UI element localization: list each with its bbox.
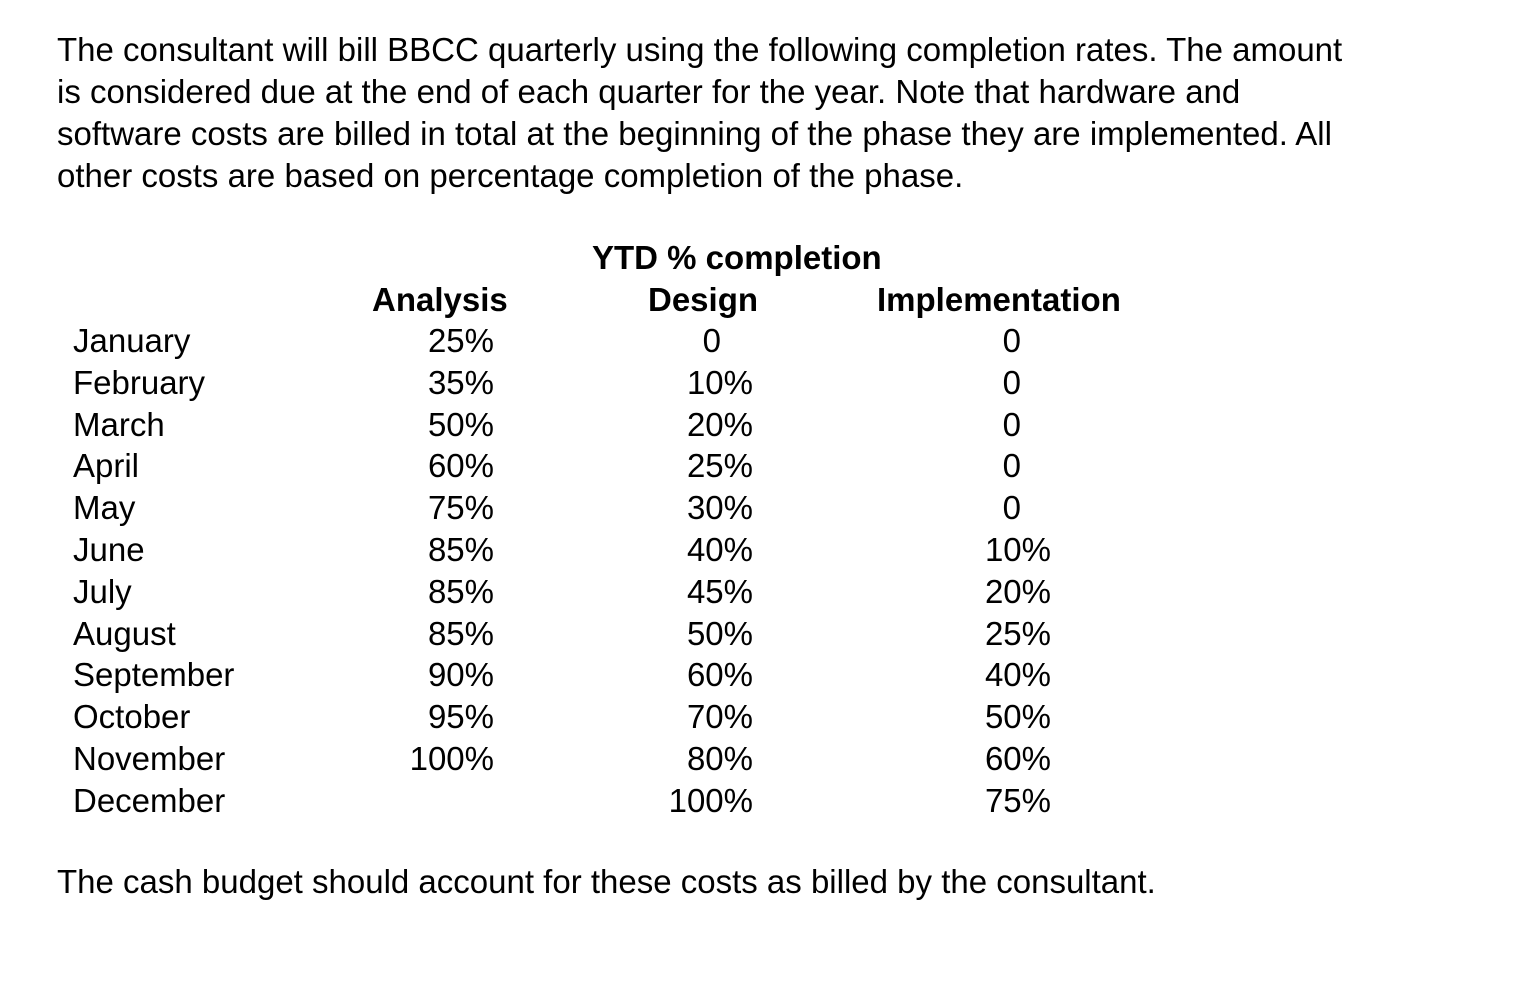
analysis-cell: 85% bbox=[427, 572, 494, 610]
table-title: YTD % completion bbox=[592, 239, 882, 276]
analysis-cell: 50% bbox=[427, 405, 494, 443]
table-row bbox=[0, 362, 1528, 404]
intro-line: software costs are billed in total at the beginning of the phase they are implemented. All bbox=[57, 115, 1332, 152]
analysis-cell: 60% bbox=[427, 447, 494, 485]
column-header-implementation: Implementation bbox=[877, 281, 1121, 318]
implementation-cell: 20% bbox=[984, 572, 1051, 610]
implementation-cell: 0 bbox=[1002, 405, 1021, 443]
month-cell: August bbox=[73, 614, 176, 652]
intro-paragraph bbox=[57, 29, 1497, 197]
month-cell: July bbox=[73, 572, 132, 610]
analysis-cell: 85% bbox=[427, 614, 494, 652]
month-cell: February bbox=[73, 363, 206, 401]
implementation-cell: 75% bbox=[984, 781, 1051, 819]
design-cell: 80% bbox=[686, 739, 753, 777]
month-cell: April bbox=[73, 447, 140, 485]
table-row bbox=[0, 404, 1528, 446]
month-cell: June bbox=[73, 530, 145, 568]
table-row bbox=[0, 487, 1528, 529]
implementation-cell: 40% bbox=[984, 656, 1051, 694]
table-row bbox=[0, 320, 1528, 362]
analysis-cell: 100% bbox=[409, 739, 494, 777]
analysis-cell: 75% bbox=[427, 489, 494, 527]
month-cell: March bbox=[73, 405, 165, 443]
design-cell: 45% bbox=[686, 572, 753, 610]
design-cell: 0 bbox=[702, 322, 721, 359]
table-row bbox=[0, 780, 1528, 822]
closing-note: The cash budget should account for these costs as billed by the consultant. bbox=[57, 863, 1156, 900]
table-row bbox=[0, 571, 1528, 613]
implementation-cell: 0 bbox=[1002, 447, 1021, 485]
design-cell: 50% bbox=[686, 614, 753, 652]
table-row bbox=[0, 529, 1528, 571]
completion-table bbox=[0, 320, 1528, 822]
table-row bbox=[0, 696, 1528, 738]
implementation-cell: 60% bbox=[984, 739, 1051, 777]
analysis-cell: 95% bbox=[427, 698, 494, 736]
table-row bbox=[0, 445, 1528, 487]
implementation-cell: 0 bbox=[1002, 363, 1021, 401]
design-cell: 30% bbox=[686, 489, 753, 527]
month-cell: January bbox=[73, 322, 191, 359]
implementation-cell: 0 bbox=[1002, 489, 1021, 527]
table-row bbox=[0, 613, 1528, 655]
intro-line: The consultant will bill BBCC quarterly using the following completion rates. The amount bbox=[57, 31, 1343, 68]
design-cell: 60% bbox=[686, 656, 753, 694]
design-cell: 100% bbox=[668, 781, 753, 819]
design-cell: 20% bbox=[686, 405, 753, 443]
intro-line: other costs are based on percentage completion of the phase. bbox=[57, 157, 964, 194]
analysis-cell: 85% bbox=[427, 530, 494, 568]
design-cell: 25% bbox=[686, 447, 753, 485]
table-row bbox=[0, 654, 1528, 696]
analysis-cell: 35% bbox=[427, 363, 494, 401]
implementation-cell: 0 bbox=[1002, 322, 1021, 359]
design-cell: 10% bbox=[686, 363, 753, 401]
design-cell: 40% bbox=[686, 530, 753, 568]
month-cell: October bbox=[73, 698, 191, 736]
analysis-cell: 90% bbox=[427, 656, 494, 694]
implementation-cell: 10% bbox=[984, 530, 1051, 568]
month-cell: December bbox=[73, 781, 226, 819]
month-cell: November bbox=[73, 739, 226, 777]
design-cell: 70% bbox=[686, 698, 753, 736]
table-row bbox=[0, 738, 1528, 780]
intro-line: is considered due at the end of each quarter for the year. Note that hardware and bbox=[57, 73, 1241, 110]
implementation-cell: 50% bbox=[984, 698, 1051, 736]
analysis-cell: 25% bbox=[427, 322, 494, 359]
column-header-design: Design bbox=[648, 281, 759, 318]
month-cell: May bbox=[73, 489, 136, 527]
column-header-analysis: Analysis bbox=[372, 281, 508, 318]
month-cell: September bbox=[73, 656, 235, 694]
implementation-cell: 25% bbox=[984, 614, 1051, 652]
